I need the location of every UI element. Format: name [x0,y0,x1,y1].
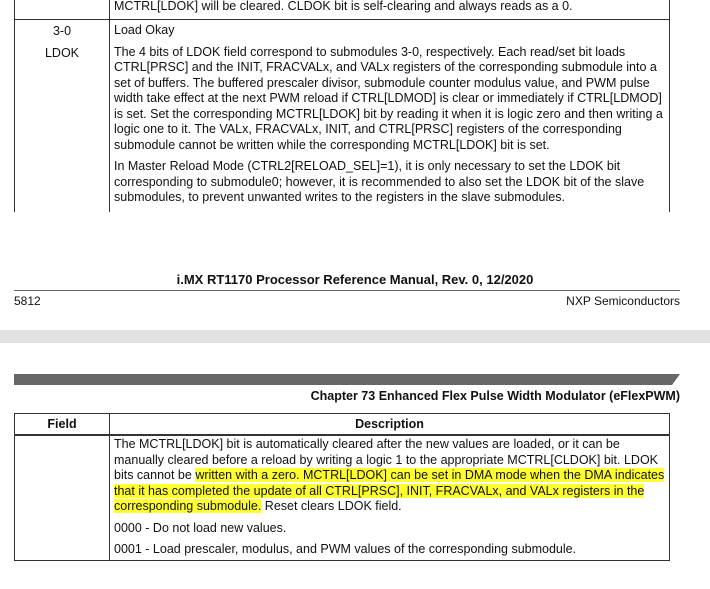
page-number: 5812 [14,294,41,308]
desc-paragraph-1: The 4 bits of LDOK field correspond to submodules 3-0, respectively. Each read/set bit loads CTRL[PRSC] and the INIT, FRACVALx, and VALx registers of the corresponding submodule into a set of buffers. The buffered prescaler divisor, submodule counter modulus value, and PWM pulse width take effect at the next PWM reload if CTRL[LDMOD] is clear or immediately if CTRL[LDMOD] is set. Set the corresponding MCTRL[LDOK] bit by reading it when it is logic zero and then writing a logic one to it. The VALx, FRACVALx, INIT, and CTRL[PRSC] registers of the corresponding submodule cannot be written while the corresponding MCTRL[LDOK] bit is set. [114,44,663,152]
value-0000: 0000 - Do not load new values. [114,520,287,535]
value-0001: 0001 - Load prescaler, modulus, and PWM values of the corresponding submodule. [114,542,577,556]
ldok-description [110,20,670,212]
field-name: LDOK [44,46,80,60]
prev-row-description [110,0,670,20]
header-description: Description [110,414,670,436]
manual-title: i.MX RT1170 Processor Reference Manual, Rev. 0, 12/2020 [176,272,534,287]
highlighted-text: written with a zero. MCTRL[LDOK] can be set in DMA mode when the DMA indicates that it has completed the update of all CTRL[PRSC], INIT, FRACVALx, and VALx registers in the corresponding submodule. [114,468,665,513]
footer-divider [14,290,680,291]
chapter-title: Chapter 73 Enhanced Flex Pulse Width Modulator (eFlexPWM) [310,389,680,403]
page-separator [0,330,710,343]
page-bottom [0,343,710,589]
prev-row-text: MCTRL[LDOK] will be cleared. CLDOK bit is self-clearing and always reads as a 0. [114,0,573,13]
desc-text-plain-1: The MCTRL[LDOK] bit is automatically cleared after the new values are loaded, or it can be manually cleared before a reload by writing a logic 1 to the appropriate MCTRL[CLDOK] bit. LDOK bits cannot be [114,437,659,482]
ldok-description-continued [110,435,670,560]
field-cell-prev [15,0,110,20]
header-field: Field [15,414,110,436]
desc-title: Load Okay [114,23,175,37]
field-bits: 3-0 [52,24,72,38]
company-name: NXP Semiconductors [566,294,680,308]
desc-paragraph-3 [114,437,665,515]
chapter-header-bar [14,374,680,385]
register-field-table-top [14,0,670,212]
register-field-table-bottom [14,413,670,561]
desc-text-plain-2: Reset clears LDOK field. [261,499,402,513]
field-cell-ldok [15,20,110,212]
field-cell-continued [15,435,110,560]
desc-paragraph-2: In Master Reload Mode (CTRL2[RELOAD_SEL]=1), it is only necessary to set the LDOK bit corresponding to submodule0; however, it is recommended to also set the LDOK bit of the slave submodules, to prevent unwanted writes to the registers in the slave submodules. [114,159,645,204]
